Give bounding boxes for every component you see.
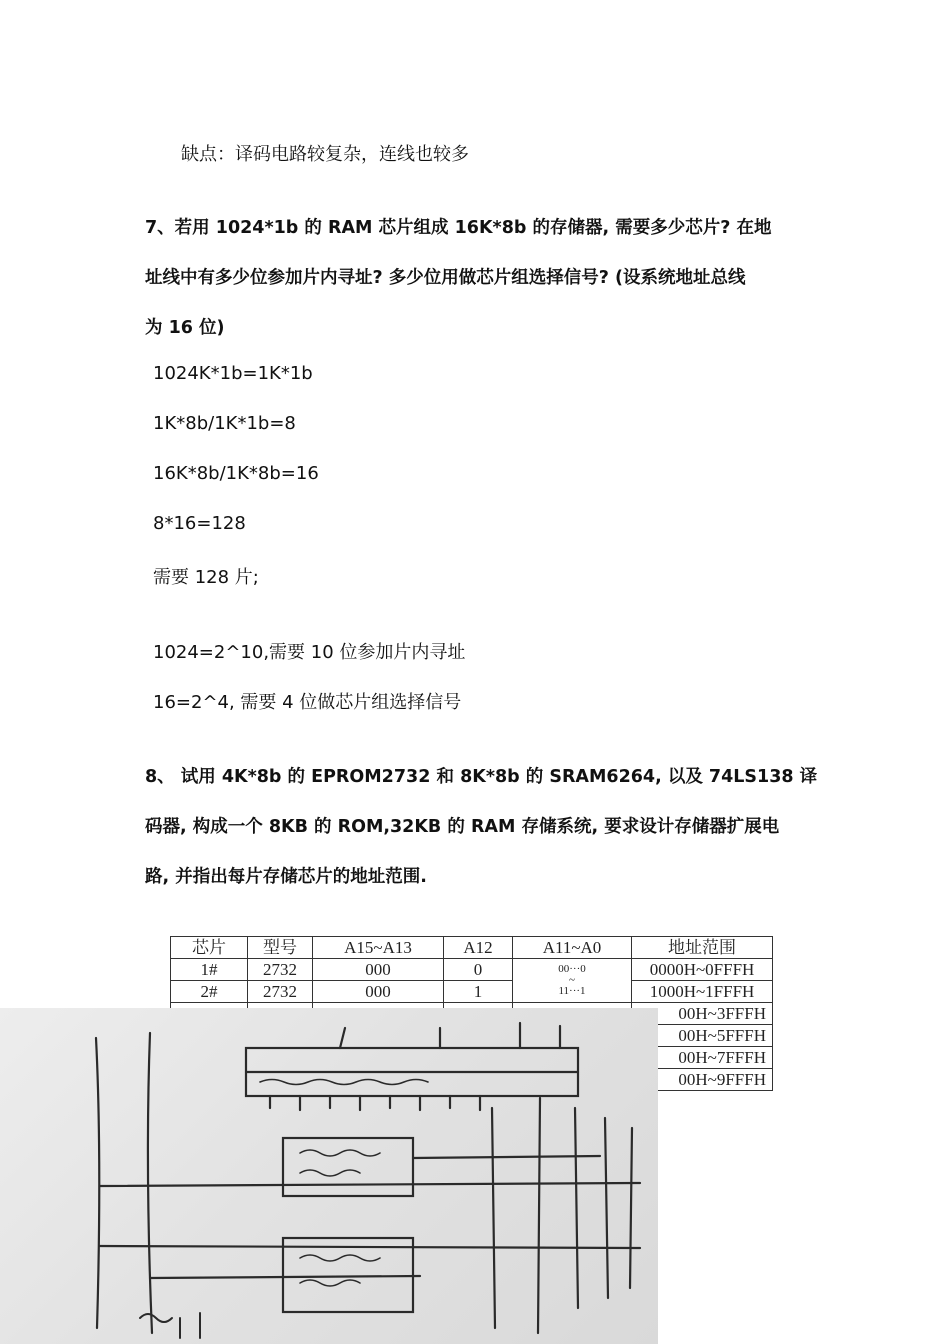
- question-8-line-1: 8、 试用 4K*8b 的 EPROM2732 和 8K*8b 的 SRAM6264, 以及 74LS138 译: [145, 767, 818, 787]
- answer-line-2: 1K*8b/1K*1b=8: [153, 413, 296, 434]
- answer-line-4: 8*16=128: [153, 513, 246, 534]
- question-8-line-2: 码器, 构成一个 8KB 的 ROM,32KB 的 RAM 存储系统, 要求设计存储器扩展电: [145, 817, 780, 837]
- circuit-sketch-drawing: [0, 1008, 658, 1344]
- cell-model: 2732: [248, 981, 313, 1003]
- header-a11-a0: A11~A0: [513, 937, 632, 959]
- cell-range-partial: 00H~5FFFH: [632, 1025, 773, 1047]
- cell-a12: 0: [444, 959, 513, 981]
- header-model: 型号: [248, 937, 313, 959]
- header-chip: 芯片: [171, 937, 248, 959]
- cell-range: 0000H~0FFFH: [632, 959, 773, 981]
- question-7-line-3: 为 16 位): [145, 318, 225, 338]
- answer-line-7: 16=2^4, 需要 4 位做芯片组选择信号: [153, 692, 462, 713]
- cell-a12: 1: [444, 981, 513, 1003]
- cell-range-partial: 00H~9FFFH: [632, 1069, 773, 1091]
- question-7-line-1: 7、若用 1024*1b 的 RAM 芯片组成 16K*8b 的存储器, 需要多少芯片? 在地: [145, 218, 772, 238]
- disadvantage-text: 缺点：译码电路较复杂，连线也较多: [181, 144, 469, 165]
- cell-range: 1000H~1FFFH: [632, 981, 773, 1003]
- cell-a15: 000: [313, 959, 444, 981]
- cell-range-partial: 00H~3FFFH: [632, 1003, 773, 1025]
- header-address-range: 地址范围: [632, 937, 773, 959]
- table-header-row: [171, 937, 773, 959]
- table-row: [171, 981, 773, 1003]
- answer-line-5: 需要 128 片;: [153, 567, 259, 588]
- header-a12: A12: [444, 937, 513, 959]
- answer-line-1: 1024K*1b=1K*1b: [153, 363, 313, 384]
- header-a15-a13: A15~A13: [313, 937, 444, 959]
- question-8-line-3: 路, 并指出每片存储芯片的地址范围.: [145, 867, 427, 887]
- a11-bottom: 11···1: [558, 985, 586, 997]
- question-7-line-2: 址线中有多少位参加片内寻址? 多少位用做芯片组选择信号? (设系统地址总线: [145, 268, 746, 288]
- cell-chip: 2#: [171, 981, 248, 1003]
- hand-drawn-circuit-sketch: [0, 1008, 658, 1344]
- a11-mid: ~: [569, 974, 575, 986]
- cell-model: 2732: [248, 959, 313, 981]
- answer-line-3: 16K*8b/1K*8b=16: [153, 463, 319, 484]
- answer-line-6: 1024=2^10,需要 10 位参加片内寻址: [153, 642, 466, 663]
- cell-range-partial: 00H~7FFFH: [632, 1047, 773, 1069]
- a11-top: 00···0: [558, 963, 586, 975]
- cell-chip: 1#: [171, 959, 248, 981]
- cell-a15: 000: [313, 981, 444, 1003]
- cell-a11-a0: [513, 959, 632, 1003]
- table-row: [171, 959, 773, 981]
